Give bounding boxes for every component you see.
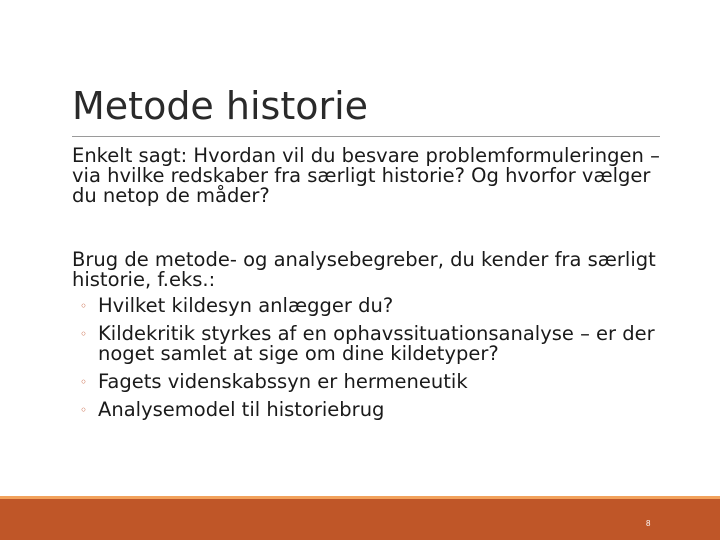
bullet-icon: ◦ [80,403,88,417]
bullet-text: Kildekritik styrkes af en ophavssituationsanalyse – er der noget samlet at sige om dine kildetyper? [98,322,655,365]
slide-body [72,146,662,428]
bullet-text: Analysemodel til historiebrug [98,398,385,421]
bullet-icon: ◦ [80,327,88,341]
list-item [80,372,662,392]
bullet-text: Hvilket kildesyn anlægger du? [98,294,394,317]
title-divider [72,136,660,137]
slide-title: Metode historie [72,84,369,128]
bullet-icon: ◦ [80,375,88,389]
bullet-icon: ◦ [80,299,88,313]
list-item [80,400,662,420]
bullet-list [72,296,662,420]
list-item [80,296,662,316]
page-number: 8 [646,519,651,528]
intro-paragraph: Enkelt sagt: Hvordan vil du besvare problemformuleringen – via hvilke redskaber fra særligt historie? Og hvorfor vælger du netop de måder? [72,144,660,207]
list-item [80,324,662,364]
bullet-text: Fagets videnskabssyn er hermeneutik [98,370,468,393]
footer-bar [0,499,720,540]
method-paragraph: Brug de metode- og analysebegreber, du kender fra særligt historie, f.eks.: [72,248,656,291]
